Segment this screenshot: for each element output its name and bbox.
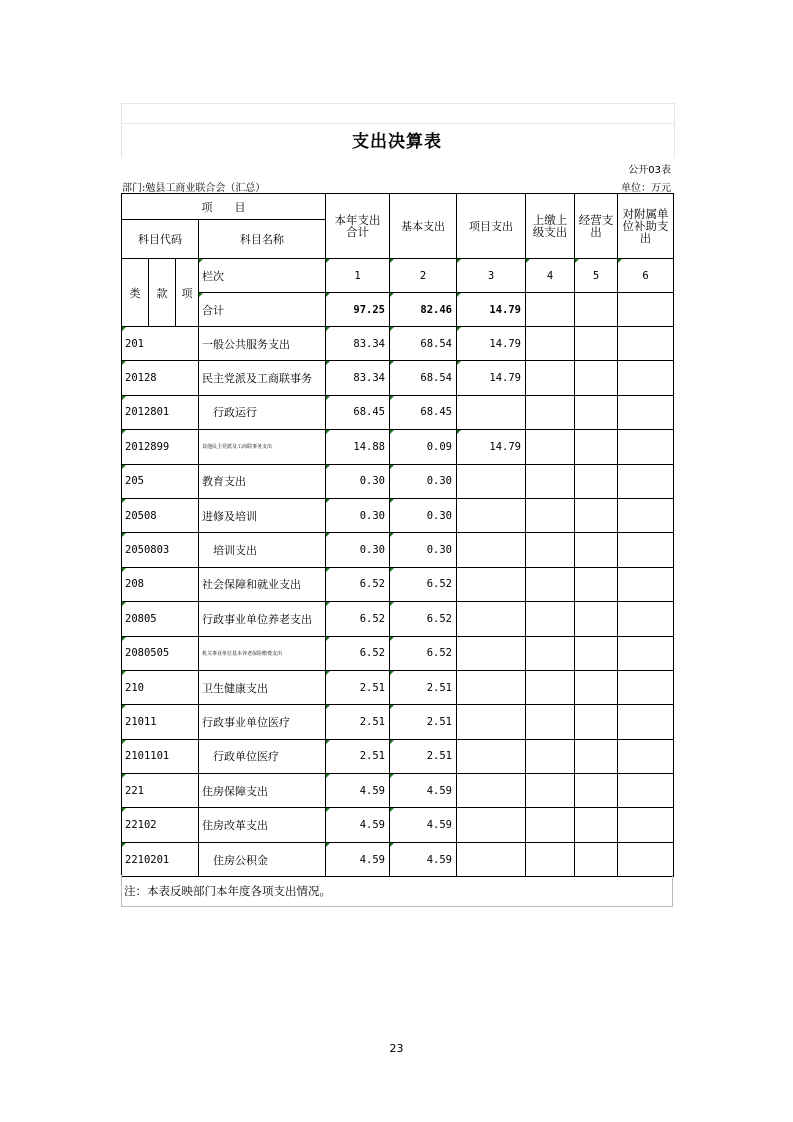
row-business <box>575 498 618 532</box>
table-row <box>122 533 674 567</box>
row-code: 210 <box>122 670 199 704</box>
row-name: 行政单位医疗 <box>199 739 326 773</box>
row-remit <box>526 327 575 361</box>
row-year-total: 4.59 <box>326 808 390 842</box>
row-code: 205 <box>122 464 199 498</box>
col-number-4: 4 <box>526 259 575 293</box>
row-remit <box>526 395 575 429</box>
row-remit <box>526 774 575 808</box>
row-remit <box>526 533 575 567</box>
row-name: 一般公共服务支出 <box>199 327 326 361</box>
row-project <box>457 602 526 636</box>
header-subject-name: 科目名称 <box>199 220 326 259</box>
row-name: 行政事业单位医疗 <box>199 705 326 739</box>
row-name: 行政事业单位养老支出 <box>199 602 326 636</box>
row-project <box>457 739 526 773</box>
form-number: 公开03表 <box>628 165 671 176</box>
total-subsidiary <box>618 293 674 327</box>
row-basic: 68.45 <box>390 395 457 429</box>
table-row <box>122 498 674 532</box>
table-row <box>122 636 674 670</box>
row-year-total: 4.59 <box>326 774 390 808</box>
row-business <box>575 361 618 395</box>
row-name: 行政运行 <box>199 395 326 429</box>
row-year-total: 0.30 <box>326 498 390 532</box>
row-remit <box>526 464 575 498</box>
table-note: 注：本表反映部门本年度各项支出情况。 <box>121 875 673 907</box>
row-remit <box>526 842 575 876</box>
row-code: 20508 <box>122 498 199 532</box>
row-basic: 0.30 <box>390 464 457 498</box>
row-code: 21011 <box>122 705 199 739</box>
row-project <box>457 774 526 808</box>
row-subsidiary <box>618 808 674 842</box>
row-subsidiary <box>618 602 674 636</box>
table-row <box>122 739 674 773</box>
page-title: 支出决算表 <box>352 132 442 152</box>
row-project <box>457 705 526 739</box>
row-business <box>575 739 618 773</box>
row-project <box>457 842 526 876</box>
row-project <box>457 636 526 670</box>
row-year-total: 83.34 <box>326 327 390 361</box>
row-basic: 6.52 <box>390 636 457 670</box>
header-basic: 基本支出 <box>390 194 457 259</box>
row-code: 2080505 <box>122 636 199 670</box>
header-subject-code: 科目代码 <box>122 220 199 259</box>
header-kuan: 款 <box>149 259 176 327</box>
total-remit <box>526 293 575 327</box>
row-basic: 2.51 <box>390 705 457 739</box>
row-code: 20128 <box>122 361 199 395</box>
row-year-total: 2.51 <box>326 739 390 773</box>
row-basic: 4.59 <box>390 774 457 808</box>
row-basic: 4.59 <box>390 808 457 842</box>
row-subsidiary <box>618 395 674 429</box>
row-code: 2012899 <box>122 430 199 464</box>
row-basic: 4.59 <box>390 842 457 876</box>
row-name: 教育支出 <box>199 464 326 498</box>
col-number-6: 6 <box>618 259 674 293</box>
row-project: 14.79 <box>457 361 526 395</box>
row-subsidiary <box>618 739 674 773</box>
col-number-1: 1 <box>326 259 390 293</box>
row-basic: 2.51 <box>390 670 457 704</box>
row-basic: 6.52 <box>390 567 457 601</box>
table-row <box>122 567 674 601</box>
row-business <box>575 636 618 670</box>
header-project: 项目支出 <box>457 194 526 259</box>
row-subsidiary <box>618 327 674 361</box>
row-project: 14.79 <box>457 430 526 464</box>
row-year-total: 0.30 <box>326 464 390 498</box>
row-name: 社会保障和就业支出 <box>199 567 326 601</box>
page-number: 23 <box>389 1042 404 1055</box>
col-number-2: 2 <box>390 259 457 293</box>
header-lanci: 栏次 <box>199 259 326 293</box>
row-year-total: 6.52 <box>326 602 390 636</box>
total-year: 97.25 <box>326 293 390 327</box>
expenditure-table <box>121 193 674 877</box>
row-year-total: 68.45 <box>326 395 390 429</box>
header-remit-superior: 上缴上级支出 <box>526 194 575 259</box>
row-project <box>457 808 526 842</box>
row-project <box>457 567 526 601</box>
row-project <box>457 670 526 704</box>
header-subsidiary: 对附属单位补助支出 <box>618 194 674 259</box>
row-code: 208 <box>122 567 199 601</box>
row-name: 进修及培训 <box>199 498 326 532</box>
row-subsidiary <box>618 498 674 532</box>
row-code: 22102 <box>122 808 199 842</box>
total-label: 合计 <box>199 293 326 327</box>
row-name: 民主党派及工商联事务 <box>199 361 326 395</box>
total-business <box>575 293 618 327</box>
row-name: 住房保障支出 <box>199 774 326 808</box>
table-row <box>122 602 674 636</box>
row-business <box>575 395 618 429</box>
row-code: 20805 <box>122 602 199 636</box>
row-name: 住房公积金 <box>199 842 326 876</box>
row-business <box>575 705 618 739</box>
row-subsidiary <box>618 636 674 670</box>
table-row <box>122 361 674 395</box>
row-code: 221 <box>122 774 199 808</box>
table-row <box>122 670 674 704</box>
row-basic: 68.54 <box>390 327 457 361</box>
row-name: 卫生健康支出 <box>199 670 326 704</box>
row-business <box>575 567 618 601</box>
row-business <box>575 808 618 842</box>
row-business <box>575 327 618 361</box>
header-item: 项 目 <box>122 194 326 220</box>
table-row <box>122 774 674 808</box>
row-code: 2210201 <box>122 842 199 876</box>
row-remit <box>526 670 575 704</box>
row-year-total: 83.34 <box>326 361 390 395</box>
row-subsidiary <box>618 842 674 876</box>
row-remit <box>526 739 575 773</box>
table-row <box>122 464 674 498</box>
table-row <box>122 430 674 464</box>
total-basic: 82.46 <box>390 293 457 327</box>
header-xiang: 项 <box>176 259 199 327</box>
table-row <box>122 395 674 429</box>
row-subsidiary <box>618 430 674 464</box>
table-row <box>122 842 674 876</box>
row-subsidiary <box>618 361 674 395</box>
row-year-total: 14.88 <box>326 430 390 464</box>
row-code: 2101101 <box>122 739 199 773</box>
header-business: 经营支出 <box>575 194 618 259</box>
row-basic: 0.30 <box>390 533 457 567</box>
table-row <box>122 808 674 842</box>
col-number-3: 3 <box>457 259 526 293</box>
row-remit <box>526 498 575 532</box>
row-project <box>457 395 526 429</box>
row-basic: 6.52 <box>390 602 457 636</box>
row-business <box>575 533 618 567</box>
row-remit <box>526 705 575 739</box>
row-business <box>575 774 618 808</box>
row-business <box>575 670 618 704</box>
header-lei: 类 <box>122 259 149 327</box>
row-business <box>575 464 618 498</box>
row-year-total: 2.51 <box>326 705 390 739</box>
row-business <box>575 602 618 636</box>
row-remit <box>526 567 575 601</box>
row-subsidiary <box>618 533 674 567</box>
row-basic: 68.54 <box>390 361 457 395</box>
row-remit <box>526 636 575 670</box>
row-code: 2012801 <box>122 395 199 429</box>
row-year-total: 4.59 <box>326 842 390 876</box>
row-name: 机关事业单位基本养老保险缴费支出 <box>199 636 326 670</box>
row-remit <box>526 361 575 395</box>
table-row <box>122 705 674 739</box>
page-frame-top <box>121 103 675 124</box>
row-basic: 0.09 <box>390 430 457 464</box>
row-project <box>457 498 526 532</box>
row-business <box>575 430 618 464</box>
header-year-total: 本年支出合计 <box>326 194 390 259</box>
table-row <box>122 327 674 361</box>
row-year-total: 6.52 <box>326 567 390 601</box>
row-subsidiary <box>618 464 674 498</box>
total-project: 14.79 <box>457 293 526 327</box>
row-project <box>457 533 526 567</box>
row-year-total: 2.51 <box>326 670 390 704</box>
row-business <box>575 842 618 876</box>
row-name: 培训支出 <box>199 533 326 567</box>
unit-label: 单位：万元 <box>621 183 671 194</box>
row-basic: 2.51 <box>390 739 457 773</box>
row-subsidiary <box>618 567 674 601</box>
row-basic: 0.30 <box>390 498 457 532</box>
row-subsidiary <box>618 670 674 704</box>
row-remit <box>526 430 575 464</box>
row-remit <box>526 602 575 636</box>
col-number-5: 5 <box>575 259 618 293</box>
row-project: 14.79 <box>457 327 526 361</box>
row-subsidiary <box>618 774 674 808</box>
department-label: 部门:勉县工商业联合会（汇总） <box>122 183 266 194</box>
row-name: 其他民主党派及工商联事务支出 <box>199 430 326 464</box>
row-year-total: 6.52 <box>326 636 390 670</box>
row-code: 2050803 <box>122 533 199 567</box>
row-remit <box>526 808 575 842</box>
row-project <box>457 464 526 498</box>
row-year-total: 0.30 <box>326 533 390 567</box>
row-code: 201 <box>122 327 199 361</box>
row-name: 住房改革支出 <box>199 808 326 842</box>
row-subsidiary <box>618 705 674 739</box>
